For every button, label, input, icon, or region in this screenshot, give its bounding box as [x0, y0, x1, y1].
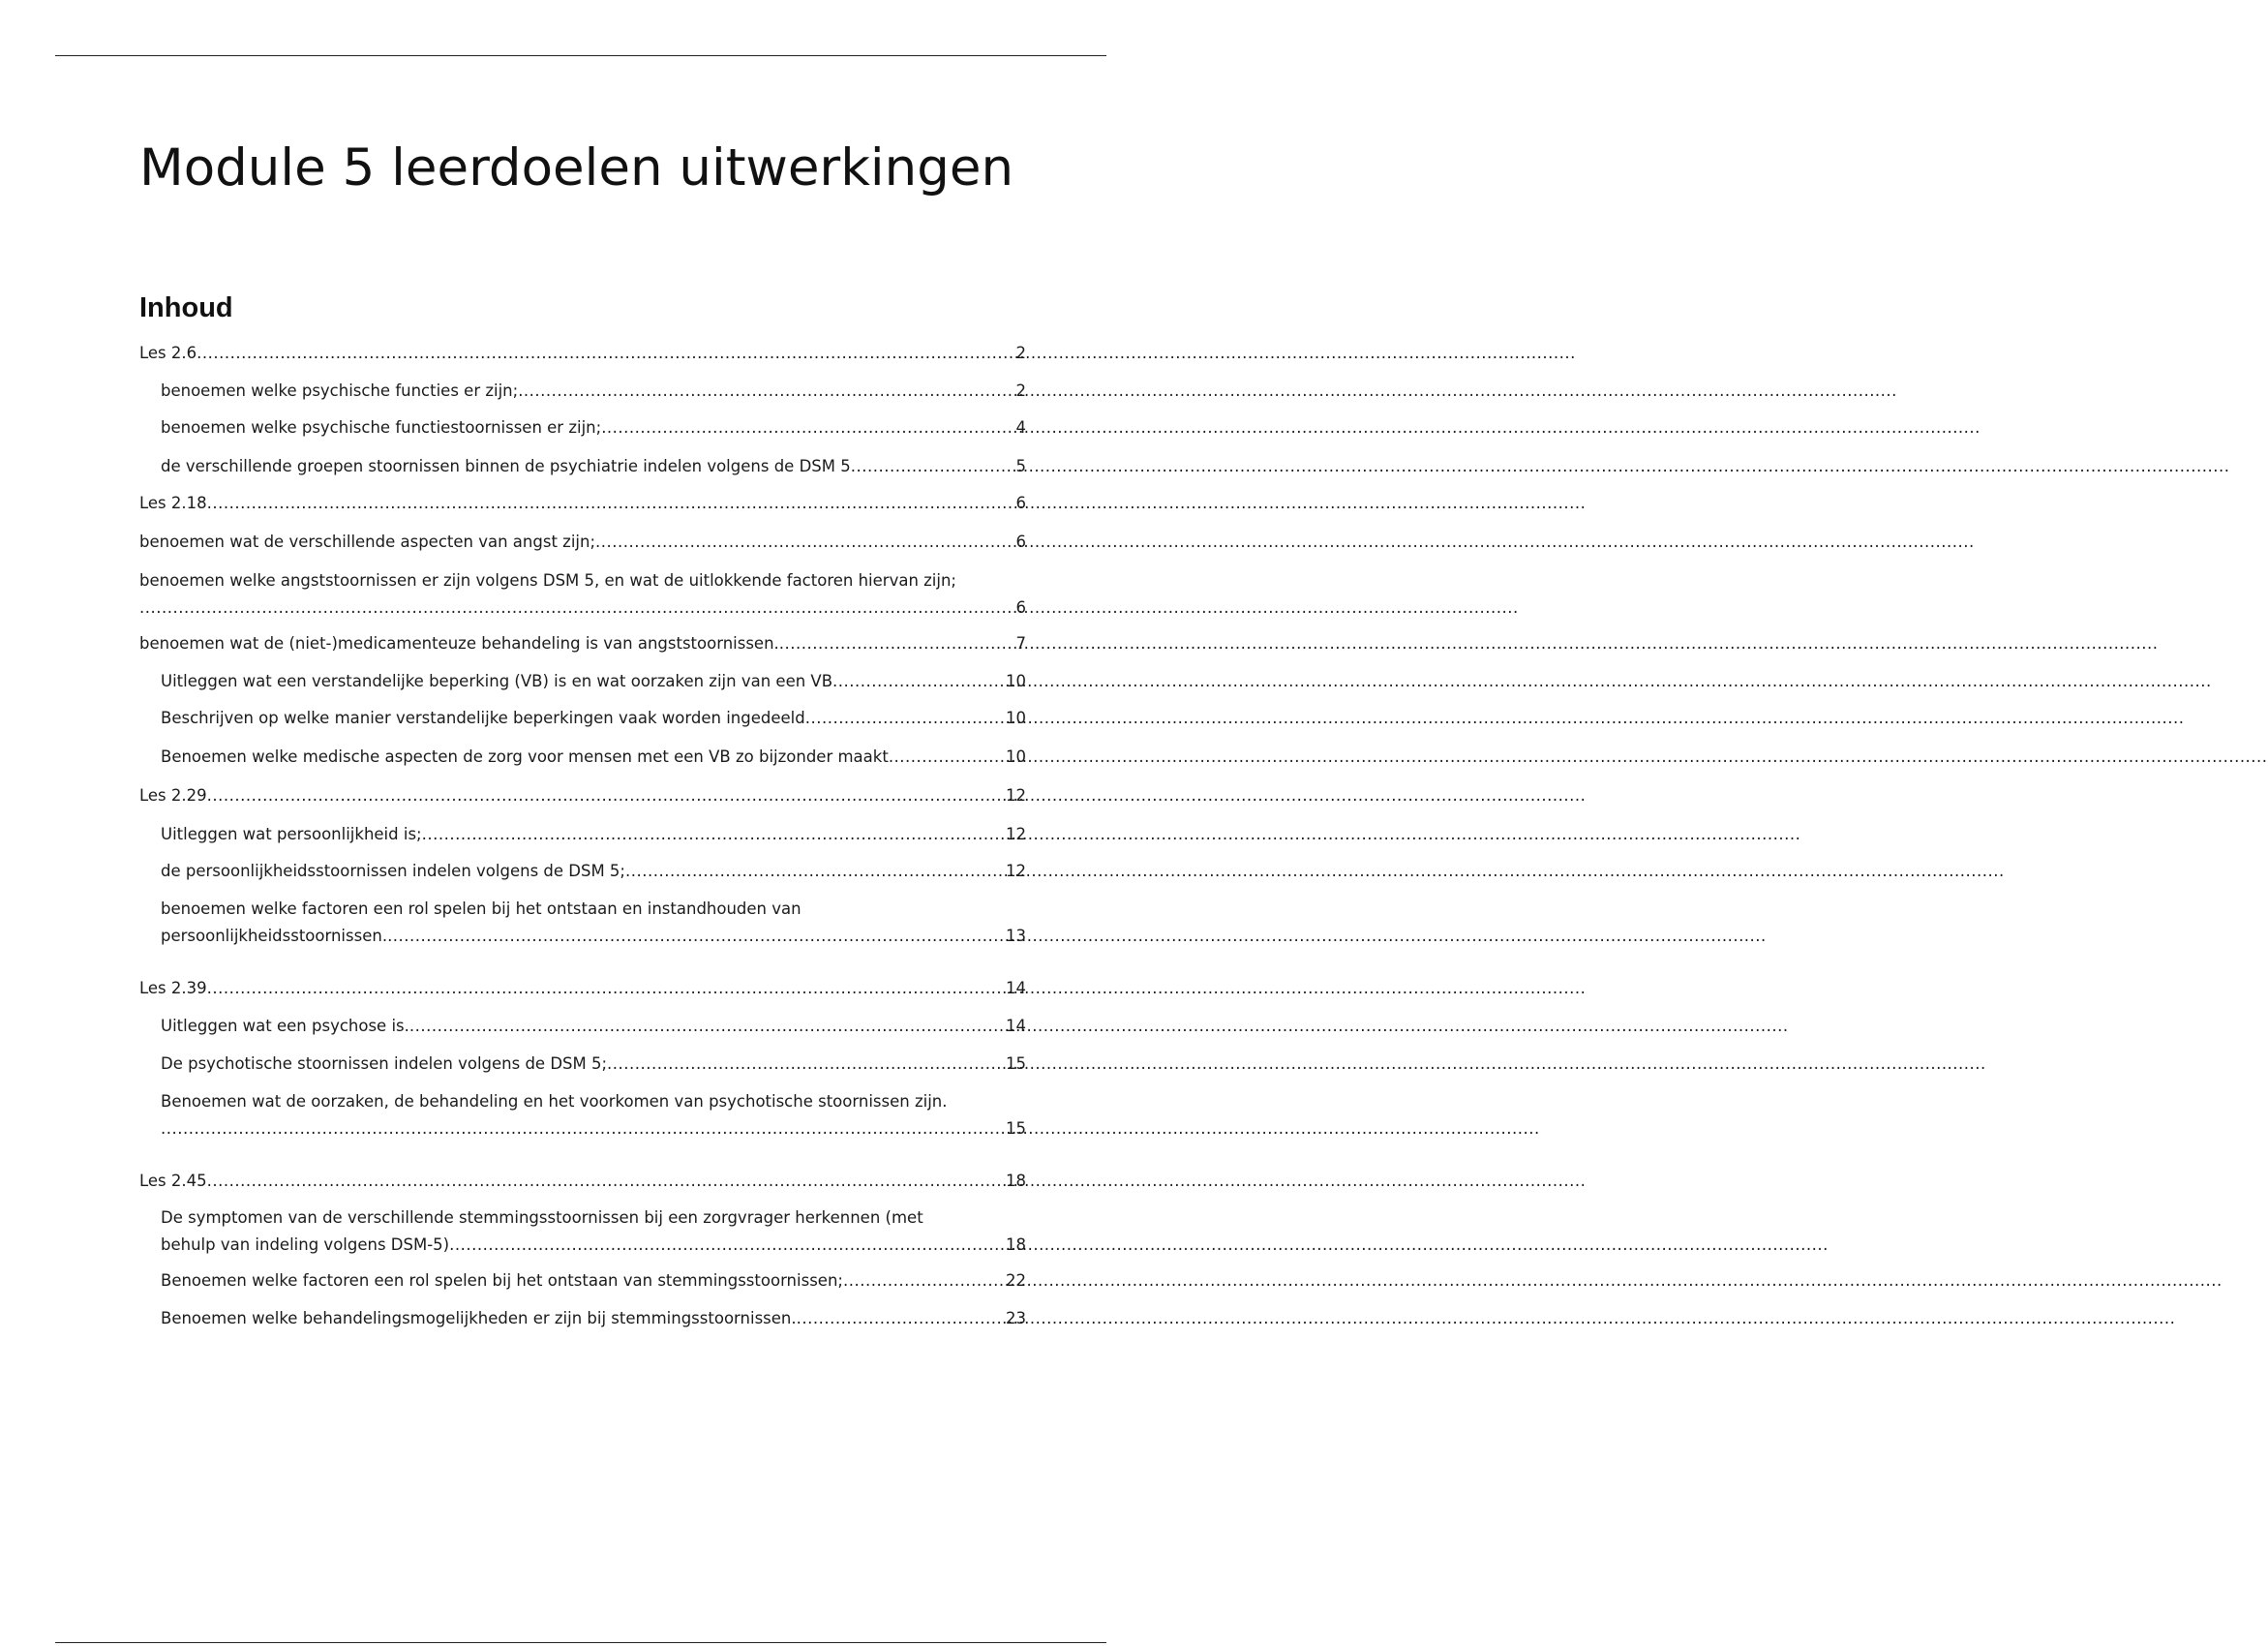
toc-page-number: 5 [1015, 457, 1026, 475]
toc-entry-label: De psychotische stoornissen indelen volgens de DSM 5; [161, 1054, 608, 1073]
toc-entry[interactable] [161, 668, 1026, 695]
toc-entry-label: Uitleggen wat een psychose is. [161, 1017, 409, 1035]
toc-entry-label: Les 2.29 [139, 786, 207, 805]
toc-leader-dots [207, 975, 1005, 1002]
toc-entry[interactable] [161, 378, 1026, 405]
toc-page-number: 10 [1006, 672, 1026, 690]
toc-leader-dots [779, 630, 1015, 657]
toc-entry[interactable] [161, 1305, 1026, 1332]
toc-entry[interactable] [161, 705, 1026, 732]
toc-entry-label: benoemen welke psychische functies er zijn; [161, 381, 519, 400]
toc-leader-dots [449, 1232, 1005, 1259]
toc-leader-dots [805, 705, 1005, 732]
toc-entry-label: Benoemen welke medische aspecten de zorg voor mensen met een VB zo bijzonder maakt [161, 747, 889, 766]
toc-entry[interactable] [161, 896, 1026, 950]
toc-leader-dots [607, 1051, 1005, 1078]
toc-entry-label: de verschillende groepen stoornissen binnen de psychiatrie indelen volgens de DSM 5 [161, 457, 851, 475]
toc-entry-label: benoemen wat de (niet-)medicamenteuze behandeling is van angststoornissen. [139, 634, 779, 653]
toc-entry-label: benoemen welke angststoornissen er zijn volgens DSM 5, en wat de uitlokkende factoren hiervan zijn; [139, 571, 956, 590]
toc-leader-dots [851, 453, 1015, 480]
toc-leader-dots [843, 1267, 1005, 1295]
toc-entry[interactable] [139, 490, 1026, 517]
toc-leader-dots [387, 923, 1005, 950]
toc-entry[interactable] [139, 782, 1026, 809]
toc-leader-dots [832, 668, 1005, 695]
toc-page-number: 15 [1006, 1054, 1026, 1073]
toc-page-number: 22 [1006, 1271, 1026, 1290]
toc-page-number: 4 [1015, 418, 1026, 437]
toc-entry-label: Benoemen welke behandelingsmogelijkheden er zijn bij stemmingsstoornissen. [161, 1309, 797, 1327]
toc-page-number: 10 [1006, 747, 1026, 766]
toc-entry-label: persoonlijkheidsstoornissen. [161, 927, 388, 945]
toc-entry[interactable] [161, 414, 1026, 442]
toc-entry-label: Les 2.45 [139, 1172, 207, 1190]
toc-entry[interactable] [139, 340, 1026, 367]
toc-leader-dots [409, 1013, 1005, 1040]
toc-entry[interactable] [139, 567, 1026, 622]
toc-entry[interactable] [161, 1051, 1026, 1078]
toc-page-number: 18 [1006, 1235, 1026, 1254]
toc-entry-label: Uitleggen wat een verstandelijke beperking (VB) is en wat oorzaken zijn van een VB [161, 672, 833, 690]
toc-entry-label: Beschrijven op welke manier verstandelijke beperkingen vaak worden ingedeeld [161, 709, 805, 727]
toc-entry[interactable] [161, 1267, 1026, 1295]
toc-heading: Inhoud [139, 292, 233, 323]
toc-leader-dots [625, 858, 1005, 885]
toc-entry-label: Uitleggen wat persoonlijkheid is; [161, 825, 422, 843]
toc-entry[interactable] [161, 1204, 1026, 1259]
toc-entry-label: De symptomen van de verschillende stemmingsstoornissen bij een zorgvrager herkennen (met [161, 1208, 923, 1227]
toc-page-number: 6 [1015, 598, 1026, 617]
toc-entry-label: Les 2.18 [139, 494, 207, 512]
toc-entry-label: benoemen welke psychische functiestoornissen er zijn; [161, 418, 602, 437]
toc-leader-dots [422, 821, 1005, 848]
toc-page-number: 12 [1006, 786, 1026, 805]
toc-leader-dots [595, 529, 1014, 556]
toc-page-number: 6 [1015, 533, 1026, 551]
toc-page-number: 6 [1015, 494, 1026, 512]
toc-entry[interactable] [161, 821, 1026, 848]
toc-page-number: 14 [1006, 1017, 1026, 1035]
toc-leader-dots [797, 1305, 1005, 1332]
toc-page-number: 14 [1006, 979, 1026, 997]
toc-entry[interactable] [161, 453, 1026, 480]
toc-page-number: 15 [1006, 1119, 1026, 1138]
toc-entry[interactable] [161, 1013, 1026, 1040]
toc-entry-label: Les 2.39 [139, 979, 207, 997]
toc-page-number: 10 [1006, 709, 1026, 727]
toc-entry-label: benoemen wat de verschillende aspecten van angst zijn; [139, 533, 596, 551]
toc-page-number: 23 [1006, 1309, 1026, 1327]
toc-entry-label: benoemen welke factoren een rol spelen bij het ontstaan en instandhouden van [161, 899, 801, 918]
toc-leader-dots [601, 414, 1014, 442]
toc-page-number: 12 [1006, 825, 1026, 843]
toc-page-number: 2 [1015, 344, 1026, 362]
toc-entry[interactable] [161, 744, 1026, 771]
toc-page-number: 2 [1015, 381, 1026, 400]
toc-leader-dots [161, 1115, 1005, 1143]
toc-entry-label: Benoemen welke factoren een rol spelen bij het ontstaan van stemmingsstoornissen; [161, 1271, 843, 1290]
toc-leader-dots [139, 594, 1015, 622]
toc-entry[interactable] [139, 630, 1026, 657]
toc-entry-label: Les 2.6 [139, 344, 197, 362]
toc-entry[interactable] [161, 858, 1026, 885]
toc-entry[interactable] [161, 1088, 1026, 1143]
toc-entry[interactable] [139, 975, 1026, 1002]
toc-leader-dots [207, 490, 1015, 517]
toc-entry[interactable] [139, 1168, 1026, 1195]
toc-leader-dots [197, 340, 1014, 367]
toc-entry[interactable] [139, 529, 1026, 556]
toc-page-number: 7 [1015, 634, 1026, 653]
toc-page-number: 12 [1006, 862, 1026, 880]
toc-leader-dots [518, 378, 1014, 405]
toc-entry-label: de persoonlijkheidsstoornissen indelen volgens de DSM 5; [161, 862, 625, 880]
document-title: Module 5 leerdoelen uitwerkingen [139, 138, 1014, 198]
toc-leader-dots [207, 1168, 1005, 1195]
toc-entry-label: Benoemen wat de oorzaken, de behandeling en het voorkomen van psychotische stoornissen zijn. [161, 1092, 948, 1111]
footer-rule [55, 1642, 1106, 1643]
toc-page-number: 13 [1006, 927, 1026, 945]
toc-leader-dots [207, 782, 1005, 809]
toc-entry-label: behulp van indeling volgens DSM-5) [161, 1235, 450, 1254]
toc-page-number: 18 [1006, 1172, 1026, 1190]
toc-leader-dots [889, 744, 1005, 771]
